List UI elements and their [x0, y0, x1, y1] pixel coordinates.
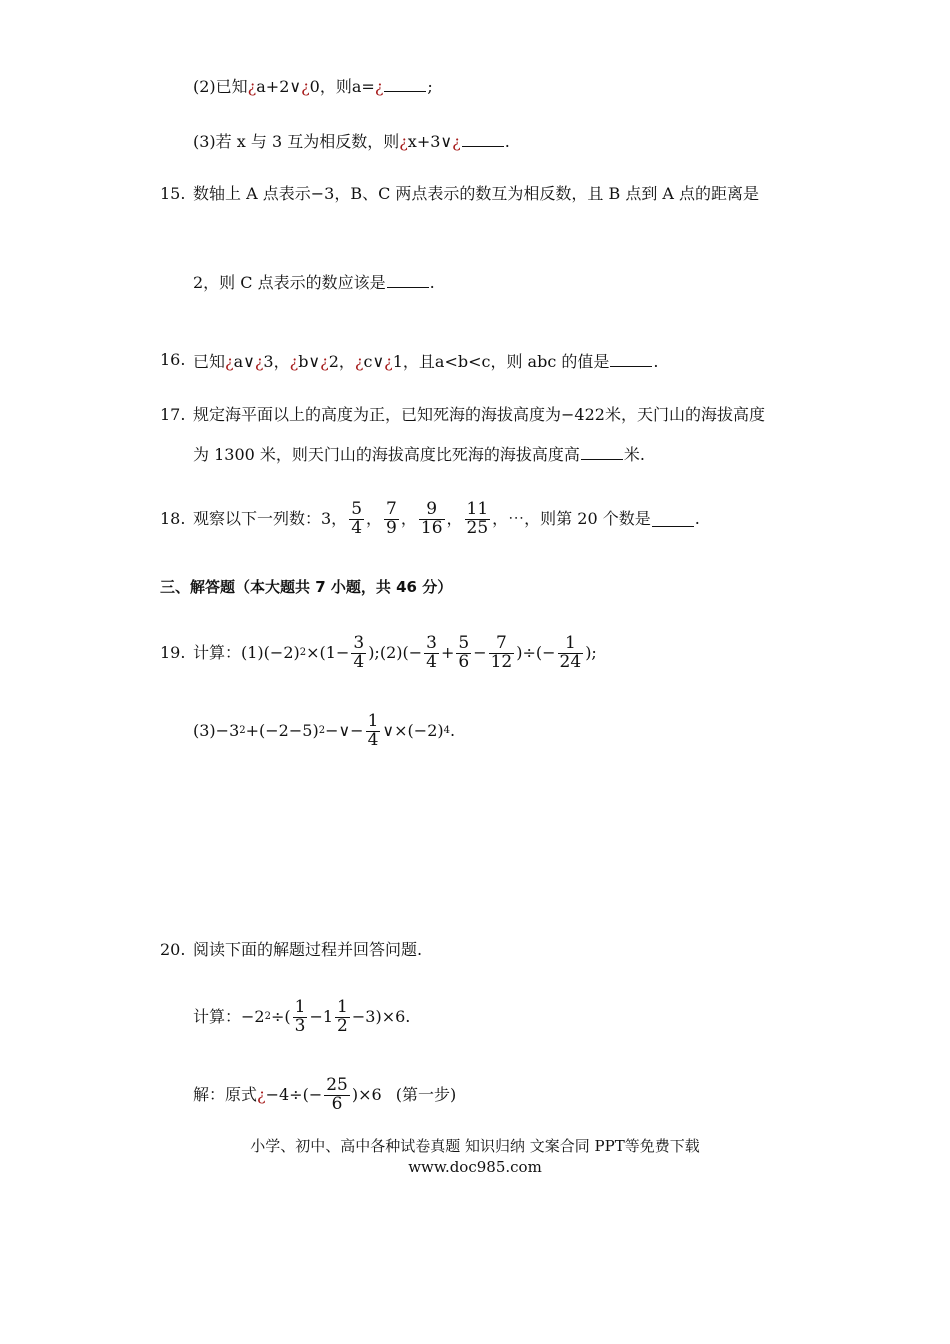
question-15-text: 数轴上 A 点表示−3，B、C 两点表示的数互为相反数，且 B 点到 A 点的距离是	[193, 184, 760, 203]
fraction: $\frac{1}{3}$	[294, 996, 306, 1036]
answer-blank	[581, 445, 623, 460]
question-16-number: 16.	[160, 350, 186, 369]
fraction: $\frac{3}{4}$	[426, 632, 437, 672]
footer-url[interactable]: www.doc985.com	[408, 1158, 542, 1176]
question-16-text: 已知¿a∨¿3，¿b∨¿2，¿c∨¿1，且a<b<c，则 abc 的值是 .	[193, 352, 659, 371]
fraction: $\frac{1}{24}$	[559, 632, 582, 672]
q14-part3: (3)若 x 与 3 互为相反数，则¿x+3∨¿ .	[193, 132, 510, 151]
question-19-line-2: (3)−3 2 +(−2−5) 2 −∨− $\frac{1}{4}$ ∨×(−2) 4 .	[193, 710, 456, 750]
answer-blank	[387, 273, 429, 288]
question-20-calc: 计算：−2 2 ÷( $\frac{1}{3}$ −1 $\frac{1}{2}$ −3)×6.	[193, 996, 411, 1036]
question-17-text-cont: 为 1300 米，则天门山的海拔高度比死海的海拔高度高 米.	[193, 445, 645, 464]
fraction: $\frac{7}{9}$	[386, 498, 397, 538]
question-15-number: 15.	[160, 184, 186, 203]
fraction: $\frac{11}{25}$	[466, 498, 489, 538]
question-15-text-cont: 2，则 C 点表示的数应该是 .	[193, 273, 435, 292]
section-heading: 三、解答题（本大题共 7 小题，共 46 分）	[160, 578, 453, 596]
question-18-number: 18.	[160, 509, 186, 528]
answer-blank	[384, 77, 426, 92]
fraction: $\frac{9}{16}$	[420, 498, 443, 538]
q14-part2: (2)已知¿a+2∨¿0，则a=¿ ;	[193, 77, 433, 96]
fraction: $\frac{5}{4}$	[351, 498, 363, 538]
question-20-solution: 解：原式 ¿ −4÷(− $\frac{25}{6}$ )×6 (第一步)	[193, 1074, 457, 1114]
fraction: $\frac{25}{6}$	[326, 1074, 348, 1114]
answer-blank	[652, 512, 694, 527]
fraction: $\frac{5}{6}$	[458, 632, 470, 672]
fraction: $\frac{3}{4}$	[353, 632, 365, 672]
question-19-number: 19.	[160, 643, 186, 662]
answer-blank	[610, 352, 652, 367]
question-17-number: 17.	[160, 405, 186, 424]
fraction: $\frac{1}{2}$	[337, 996, 348, 1036]
question-18-text: 观察以下一列数：3， $\frac{5}{4}$ ， $\frac{7}{9}$ ， $\frac{9}{16}$ ， $\frac{11}{25}$ ，⋯，则第 20 个数是 .	[193, 498, 700, 538]
fraction: $\frac{1}{4}$	[367, 710, 379, 750]
question-20-number: 20.	[160, 940, 186, 959]
question-17-text: 规定海平面以上的高度为正，已知死海的海拔高度为−422米，天门山的海拔高度	[193, 405, 765, 424]
answer-blank	[462, 132, 504, 147]
footer-line-1: 小学、初中、高中各种试卷真题 知识归纳 文案合同 PPT等免费下载	[250, 1137, 700, 1155]
fraction: $\frac{7}{12}$	[490, 632, 513, 672]
question-19-line-1: 计算：(1)(−2) 2 ×(1− $\frac{3}{4}$ );(2)(− $\frac{3}{4}$ + $\frac{5}{6}$ − $\frac{7}{12}$ )÷(− $\frac{1}{24}$ );	[193, 632, 597, 672]
question-20-text: 阅读下面的解题过程并回答问题.	[193, 940, 423, 959]
